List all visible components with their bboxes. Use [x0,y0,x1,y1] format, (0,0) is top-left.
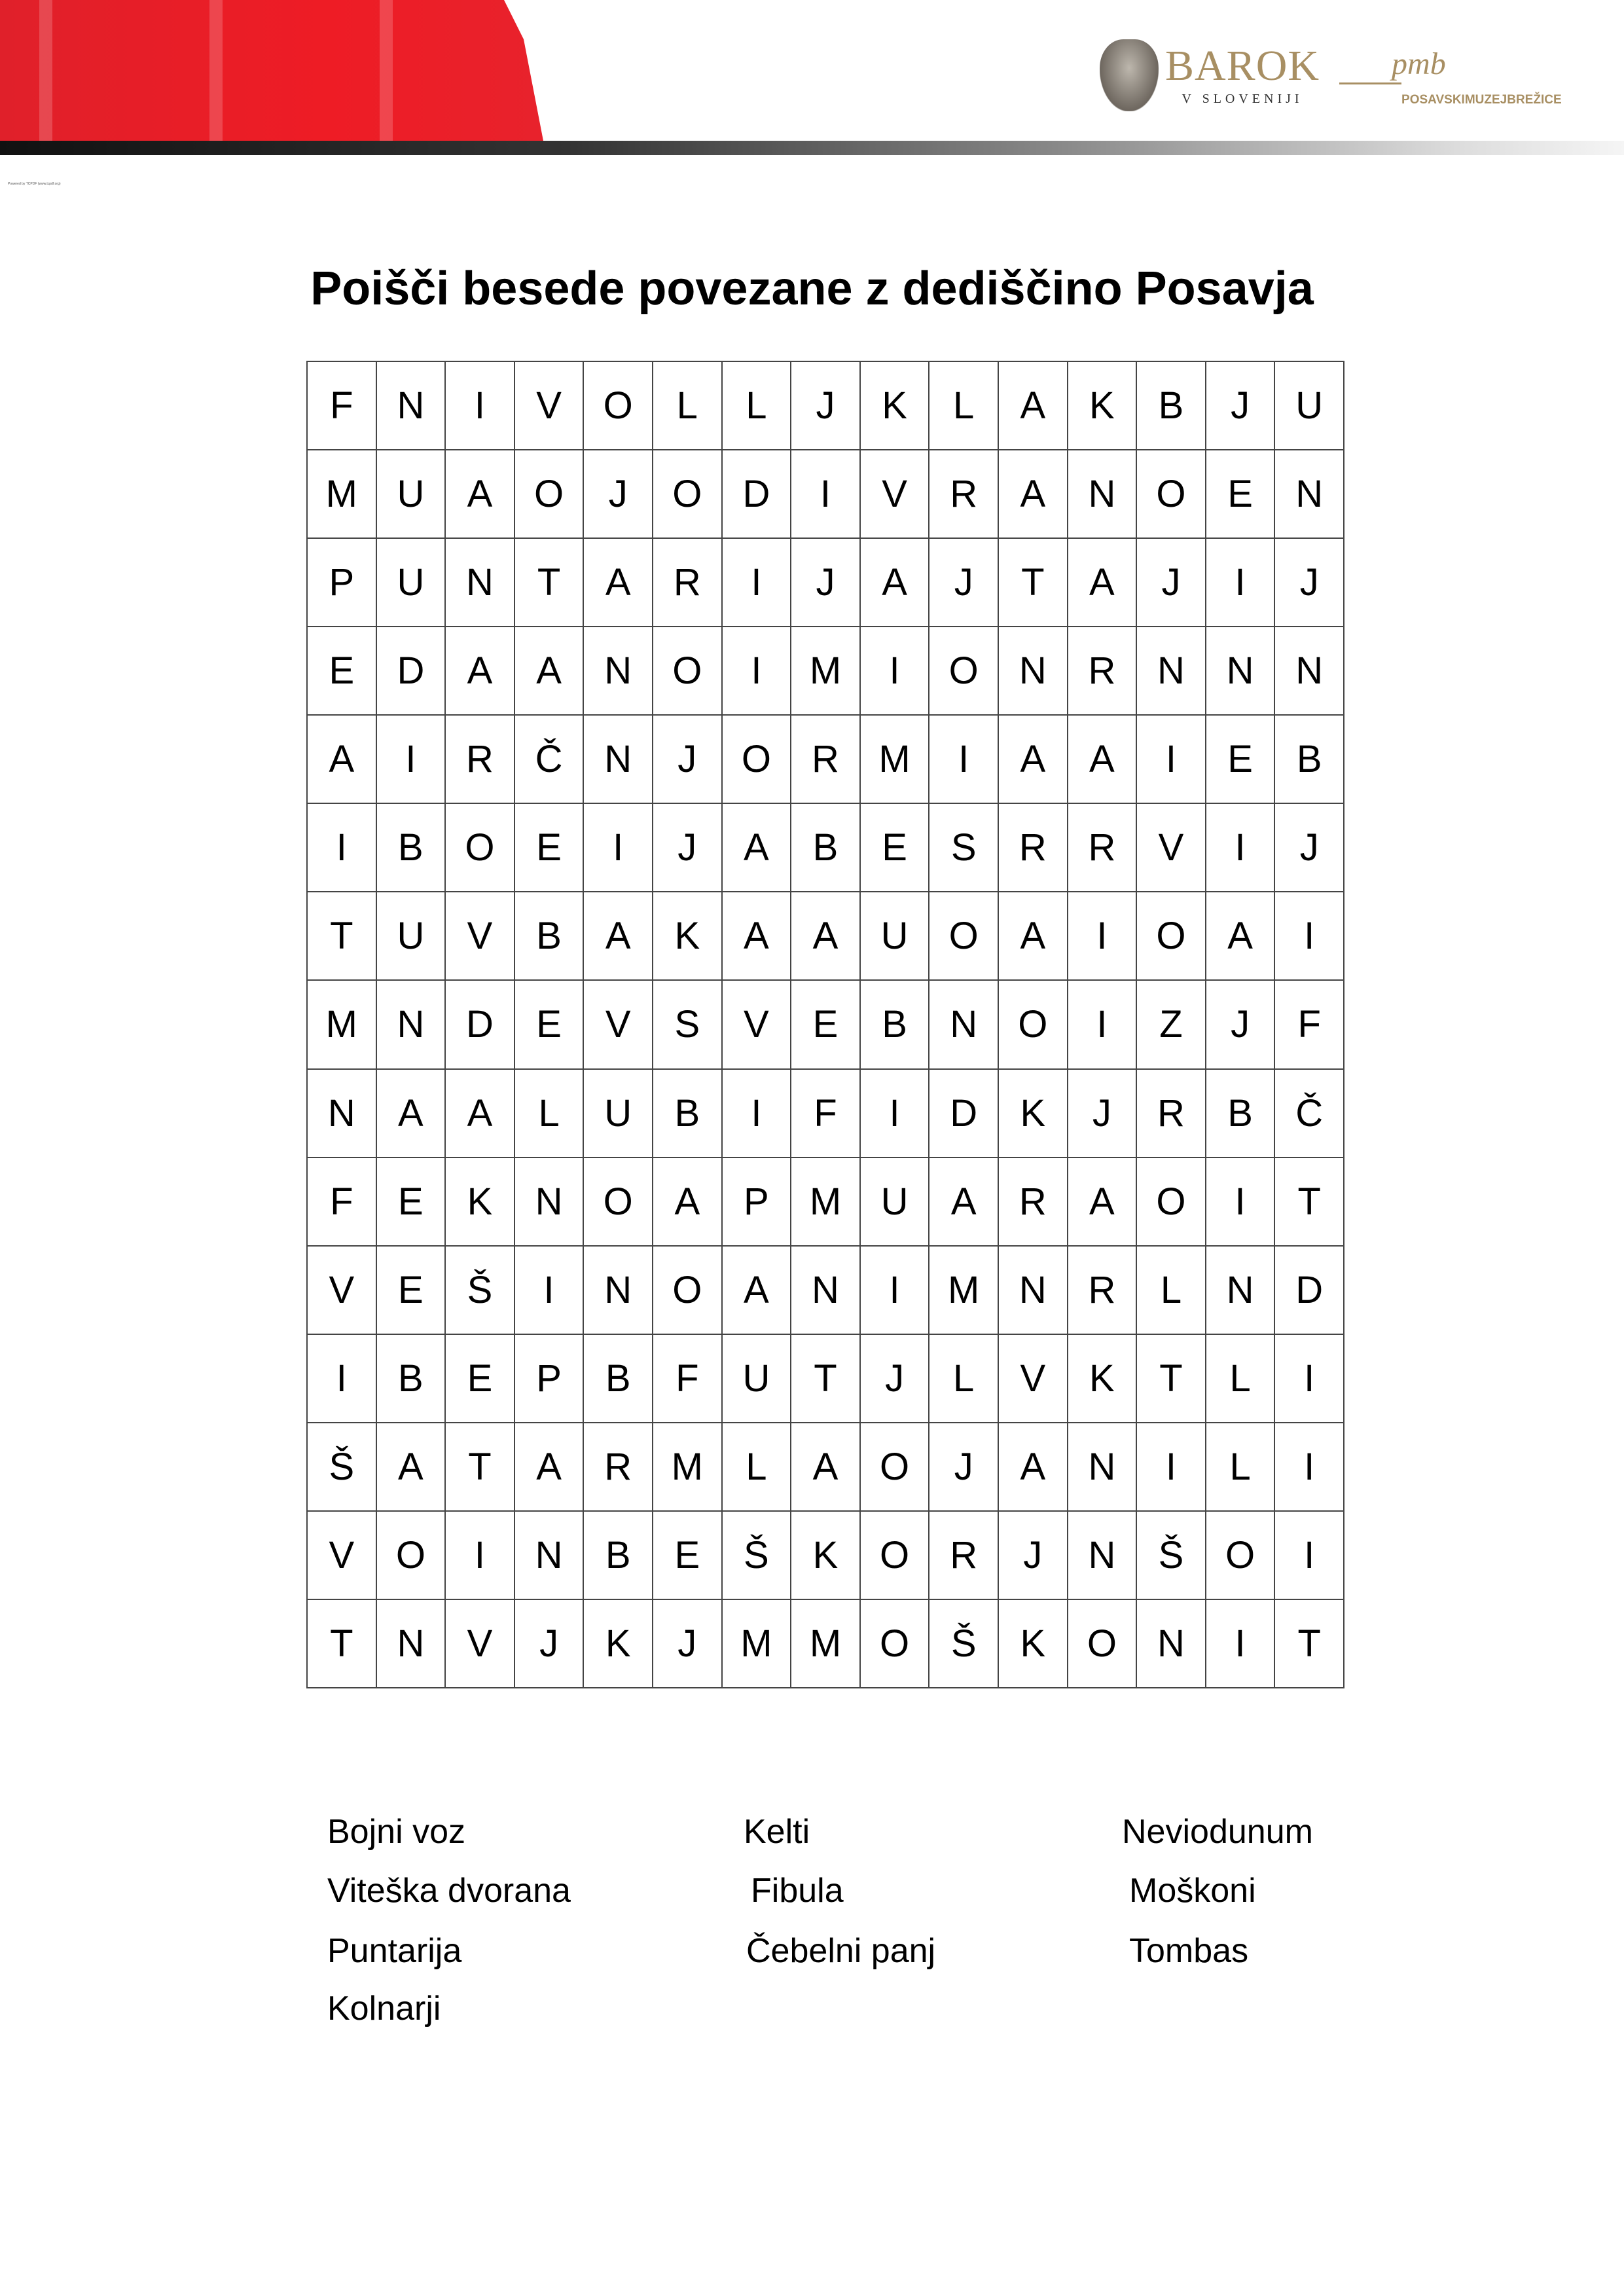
grid-cell: E [515,804,585,892]
grid-cell: T [791,1335,861,1423]
grid-cell: A [723,892,792,981]
grid-cell: I [1206,539,1276,627]
grid-cell: R [929,450,999,539]
grid-cell: O [861,1423,930,1512]
grid-cell: V [308,1247,377,1335]
grid-cell: I [723,539,792,627]
grid-cell: O [584,1158,653,1247]
grid-cell: J [791,539,861,627]
grid-cell: A [515,627,585,716]
grid-cell: O [515,450,585,539]
pmb-logo-line [1339,82,1401,84]
grid-cell: I [308,1335,377,1423]
grid-cell: K [999,1070,1068,1158]
grid-cell: I [1068,981,1138,1069]
grid-cell: I [1206,1158,1276,1247]
grid-cell: J [515,1600,585,1688]
grid-cell: I [1275,1423,1344,1512]
grid-cell: E [653,1512,723,1600]
grid-cell: N [584,716,653,804]
grid-cell: A [1068,716,1138,804]
grid-cell: A [791,892,861,981]
grid-cell: V [723,981,792,1069]
page-header [0,0,1624,157]
grid-cell: J [1068,1070,1138,1158]
grid-cell: Č [1275,1070,1344,1158]
grid-cell: I [1275,1512,1344,1600]
grid-cell: L [929,362,999,450]
grid-cell: O [653,1247,723,1335]
barok-logo [1165,41,1320,107]
grid-cell: A [446,1070,515,1158]
grid-cell: M [723,1600,792,1688]
grid-cell: V [515,362,585,450]
grid-cell: R [999,804,1068,892]
grid-cell: B [1137,362,1206,450]
word-item: Puntarija [327,1932,462,1970]
grid-cell: D [446,981,515,1069]
pmb-logo-mark: pmb [1392,46,1446,81]
word-item: Fibula [751,1872,844,1910]
grid-cell: L [929,1335,999,1423]
grid-cell: N [791,1247,861,1335]
grid-cell: R [584,1423,653,1512]
grid-cell: A [999,450,1068,539]
grid-cell: B [653,1070,723,1158]
grid-cell: M [861,716,930,804]
grid-cell: U [723,1335,792,1423]
grid-cell: A [377,1423,446,1512]
grid-cell: O [999,981,1068,1069]
word-item: Viteška dvorana [327,1872,571,1910]
grid-cell: O [861,1600,930,1688]
grid-cell: T [308,892,377,981]
barok-logo-text: BAROK [1165,41,1320,90]
grid-cell: A [723,1247,792,1335]
word-item: Kelti [744,1813,810,1851]
grid-cell: N [999,1247,1068,1335]
grid-cell: B [377,1335,446,1423]
grid-cell: N [377,981,446,1069]
grid-cell: R [653,539,723,627]
grid-cell: I [446,1512,515,1600]
grid-cell: A [1068,539,1138,627]
grid-cell: K [791,1512,861,1600]
grid-cell: V [584,981,653,1069]
grid-cell: F [308,1158,377,1247]
grid-cell: Š [723,1512,792,1600]
grid-cell: A [861,539,930,627]
grid-cell: A [1206,892,1276,981]
grid-cell: N [929,981,999,1069]
grid-cell: I [1137,716,1206,804]
grid-cell: K [653,892,723,981]
grid-cell: Š [446,1247,515,1335]
grid-cell: R [999,1158,1068,1247]
grid-cell: K [1068,1335,1138,1423]
grid-cell: R [446,716,515,804]
grid-cell: L [1206,1335,1276,1423]
grid-cell: E [1206,450,1276,539]
grid-cell: R [1068,627,1138,716]
grid-cell: F [1275,981,1344,1069]
grid-cell: I [1206,1600,1276,1688]
grid-cell: O [446,804,515,892]
grid-cell: I [446,362,515,450]
grid-cell: A [999,362,1068,450]
grid-cell: O [1137,450,1206,539]
grid-cell: F [653,1335,723,1423]
grid-cell: B [377,804,446,892]
word-item: Tombas [1129,1932,1249,1970]
grid-cell: E [446,1335,515,1423]
word-item: Čebelni panj [746,1932,936,1970]
grid-cell: M [791,627,861,716]
grid-cell: J [1275,539,1344,627]
grid-cell: N [1137,627,1206,716]
grid-cell: J [791,362,861,450]
grid-cell: V [999,1335,1068,1423]
grid-cell: S [653,981,723,1069]
grid-cell: A [999,716,1068,804]
powered-by-text: Powered by TCPDF (www.tcpdf.org) [8,182,61,186]
grid-cell: D [929,1070,999,1158]
grid-cell: I [1137,1423,1206,1512]
grid-cell: K [584,1600,653,1688]
grid-cell: B [515,892,585,981]
grid-cell: T [515,539,585,627]
grid-cell: J [999,1512,1068,1600]
grid-cell: A [308,716,377,804]
grid-cell: D [1275,1247,1344,1335]
grid-cell: B [791,804,861,892]
grid-cell: A [929,1158,999,1247]
grid-cell: N [1206,627,1276,716]
grid-cell: J [653,804,723,892]
grid-cell: N [1068,1512,1138,1600]
grid-cell: O [1137,892,1206,981]
grid-cell: O [861,1512,930,1600]
grid-cell: M [653,1423,723,1512]
grid-cell: O [1068,1600,1138,1688]
grid-cell: I [861,1247,930,1335]
grid-cell: U [584,1070,653,1158]
grid-cell: J [929,1423,999,1512]
grid-cell: L [1137,1247,1206,1335]
grid-cell: D [723,450,792,539]
grid-cell: A [999,1423,1068,1512]
grid-cell: N [377,1600,446,1688]
grid-cell: A [584,539,653,627]
grid-cell: K [861,362,930,450]
grid-cell: I [723,1070,792,1158]
grid-cell: N [584,1247,653,1335]
grid-cell: N [446,539,515,627]
grid-cell: T [1275,1600,1344,1688]
grid-cell: O [1137,1158,1206,1247]
grid-cell: M [929,1247,999,1335]
grid-cell: J [1206,362,1276,450]
grid-cell: I [515,1247,585,1335]
grid-cell: I [861,1070,930,1158]
grid-cell: P [308,539,377,627]
grid-cell: U [861,892,930,981]
grid-cell: Š [308,1423,377,1512]
grid-cell: O [929,892,999,981]
grid-cell: I [791,450,861,539]
grid-cell: F [308,362,377,450]
grid-cell: K [1068,362,1138,450]
grid-cell: R [929,1512,999,1600]
grid-cell: E [1206,716,1276,804]
pmb-logo-name: POSAVSKIMUZEJBREŽICE [1401,93,1562,107]
grid-cell: L [653,362,723,450]
grid-cell: A [723,804,792,892]
grid-cell: O [653,627,723,716]
grid-cell: O [653,450,723,539]
grid-cell: I [1068,892,1138,981]
grid-cell: V [861,450,930,539]
grid-cell: B [861,981,930,1069]
grid-cell: B [584,1512,653,1600]
grid-cell: I [929,716,999,804]
grid-cell: U [861,1158,930,1247]
header-gradient-bar [0,141,1624,155]
grid-cell: J [1275,804,1344,892]
grid-cell: N [1275,450,1344,539]
grid-cell: E [861,804,930,892]
grid-cell: B [1206,1070,1276,1158]
grid-cell: O [377,1512,446,1600]
grid-cell: T [1137,1335,1206,1423]
grid-cell: K [999,1600,1068,1688]
grid-cell: I [861,627,930,716]
grid-cell: R [1137,1070,1206,1158]
grid-cell: N [1068,450,1138,539]
grid-cell: N [515,1158,585,1247]
grid-cell: U [377,539,446,627]
grid-cell: J [584,450,653,539]
grid-cell: Z [1137,981,1206,1069]
grid-cell: R [1068,1247,1138,1335]
grid-cell: A [584,892,653,981]
grid-cell: I [584,804,653,892]
grid-cell: I [377,716,446,804]
grid-cell: A [446,627,515,716]
grid-cell: V [308,1512,377,1600]
grid-cell: V [1137,804,1206,892]
grid-cell: A [446,450,515,539]
grid-cell: I [1206,804,1276,892]
grid-cell: T [1275,1158,1344,1247]
grid-cell: J [653,716,723,804]
grid-cell: V [446,1600,515,1688]
grid-cell: M [791,1158,861,1247]
grid-cell: F [791,1070,861,1158]
grid-cell: E [308,627,377,716]
grid-cell: N [1275,627,1344,716]
grid-cell: Š [929,1600,999,1688]
grid-cell: U [377,450,446,539]
grid-cell: N [308,1070,377,1158]
grid-cell: J [1206,981,1276,1069]
grid-cell: N [584,627,653,716]
grid-cell: J [1137,539,1206,627]
page-title: Poišči besede povezane z dediščino Posavja [310,263,1314,315]
grid-cell: P [515,1335,585,1423]
angel-statue-icon [1100,39,1159,111]
grid-cell: O [584,362,653,450]
grid-cell: N [1068,1423,1138,1512]
grid-cell: T [999,539,1068,627]
grid-cell: N [999,627,1068,716]
grid-cell: E [377,1158,446,1247]
grid-cell: A [1068,1158,1138,1247]
grid-cell: B [1275,716,1344,804]
grid-cell: O [723,716,792,804]
pmb-logo [1339,39,1562,111]
grid-cell: A [377,1070,446,1158]
grid-cell: U [377,892,446,981]
grid-cell: I [1275,892,1344,981]
header-banner-pattern [0,0,543,141]
grid-cell: N [515,1512,585,1600]
grid-cell: Č [515,716,585,804]
grid-cell: A [791,1423,861,1512]
grid-cell: S [929,804,999,892]
grid-cell: I [723,627,792,716]
grid-cell: A [515,1423,585,1512]
grid-cell: U [1275,362,1344,450]
grid-cell: N [377,362,446,450]
grid-cell: M [308,450,377,539]
grid-cell: O [1206,1512,1276,1600]
grid-cell: O [929,627,999,716]
grid-cell: P [723,1158,792,1247]
grid-cell: I [308,804,377,892]
grid-cell: V [446,892,515,981]
grid-cell: T [446,1423,515,1512]
grid-cell: K [446,1158,515,1247]
grid-cell: J [653,1600,723,1688]
grid-cell: L [723,362,792,450]
grid-cell: N [1206,1247,1276,1335]
word-item: Moškoni [1129,1872,1256,1910]
grid-cell: J [861,1335,930,1423]
grid-cell: M [791,1600,861,1688]
word-search-grid [306,361,1344,1688]
grid-cell: Š [1137,1512,1206,1600]
grid-cell: L [723,1423,792,1512]
grid-cell: M [308,981,377,1069]
grid-cell: N [1137,1600,1206,1688]
grid-cell: E [791,981,861,1069]
grid-cell: E [377,1247,446,1335]
grid-cell: R [1068,804,1138,892]
grid-cell: L [1206,1423,1276,1512]
grid-cell: A [999,892,1068,981]
grid-cell: D [377,627,446,716]
header-logos [1100,36,1562,115]
grid-cell: T [308,1600,377,1688]
grid-cell: A [653,1158,723,1247]
word-item: Kolnarji [327,1990,441,2028]
grid-cell: B [584,1335,653,1423]
grid-cell: I [1275,1335,1344,1423]
barok-logo-subtext: V SLOVENIJI [1182,91,1303,106]
grid-cell: R [791,716,861,804]
grid-cell: J [929,539,999,627]
grid-cell: L [515,1070,585,1158]
word-item: Neviodunum [1122,1813,1313,1851]
word-item: Bojni voz [327,1813,465,1851]
grid-cell: E [515,981,585,1069]
